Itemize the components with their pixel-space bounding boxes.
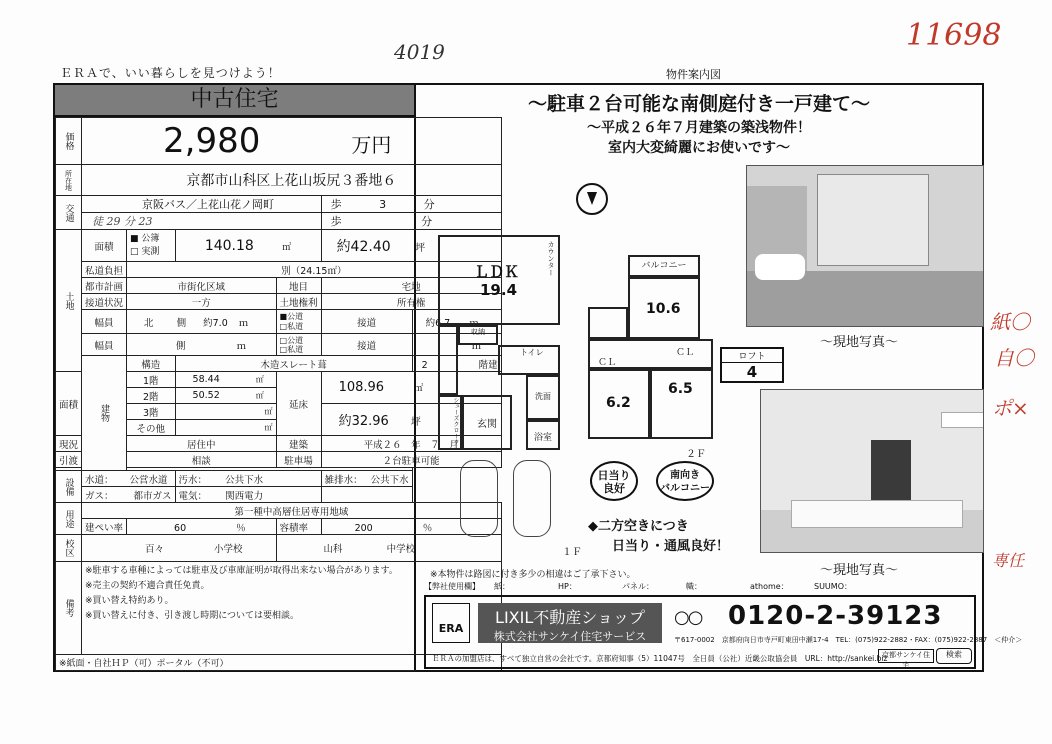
era-logo: [432, 603, 470, 643]
footer-note: ※紙面・自社ＨＰ（可）ポータル（不可）: [56, 655, 502, 671]
walk-label: 歩: [330, 198, 342, 211]
sunlight-badge: 日当り 良好: [590, 461, 638, 501]
walk-unit: 分: [423, 198, 435, 211]
toilet-label: トイレ: [520, 348, 544, 357]
company-brand-bar: [478, 603, 662, 643]
tsubo-unit: 坪: [415, 242, 426, 254]
other-label: その他: [127, 420, 176, 436]
floor-area-label: 面積: [56, 372, 82, 436]
walk-minutes: 3: [379, 198, 387, 211]
f1-area: 58.44: [192, 374, 220, 385]
usage-item: 紙：: [494, 582, 510, 591]
contact: 一方: [127, 294, 277, 310]
handwritten-note: 自〇: [994, 346, 1034, 370]
handover: 相談: [127, 452, 277, 468]
era-logo-text: ERA: [438, 622, 464, 635]
misc-drain: 公共下水: [370, 474, 409, 486]
built-label: 建築: [276, 436, 321, 452]
counter-label: カウンター: [547, 241, 555, 276]
floor-plan-2f: [588, 255, 713, 445]
search-box-text: 京都サンケイ住宅: [881, 651, 931, 669]
land-type-label: 地目: [276, 278, 321, 294]
room-6-2: [588, 369, 650, 439]
remark-item: ※売主の契約不適合責任免責。: [85, 581, 210, 591]
parking-label: 駐車場: [276, 452, 321, 468]
building-label: 建物: [82, 356, 127, 471]
ldk-room: [438, 235, 560, 325]
other-unit: ㎡: [264, 423, 273, 432]
floor-label-2f: ２Ｆ: [686, 449, 706, 460]
actual-option: □ 実測: [130, 246, 160, 257]
subheadline-2: 室内大変綺麗にお使いです～: [608, 140, 790, 156]
ldk-size: 19.4: [480, 281, 518, 299]
junior-high-suffix: 中学校: [386, 544, 416, 555]
handover-label: 引渡: [56, 452, 82, 468]
land-tsubo: 約42.40: [336, 238, 391, 255]
usage-label: 【弊社使用欄】: [424, 582, 480, 591]
storage-label: 収納: [471, 328, 485, 336]
map-label: 物件案内図: [666, 68, 721, 81]
exterior-photo: [746, 165, 984, 327]
slogan: ＥＲＡで、いい暮らしを見つけよう！: [60, 66, 281, 80]
f2-label: 2階: [127, 388, 176, 404]
floors: 2: [421, 359, 428, 371]
loft-label: ロフト: [722, 349, 782, 363]
junior-high-school: 山科: [323, 544, 343, 555]
photo-caption-1: ～現地写真～: [820, 335, 899, 350]
ldk-label: ＬＤＫ: [474, 263, 520, 281]
company-name: 株式会社サンケイ住宅サービス: [493, 630, 647, 643]
car-icon: [513, 460, 551, 537]
compass-icon: [576, 183, 608, 215]
license-line: ＥＲＡの加盟店は、すべて独立自営の会社です。京都府知事（5）11047号 全日員（公社）近畿公取協会員 URL：http://sankei.biz: [432, 654, 888, 663]
total-label: 延床: [276, 372, 321, 436]
walk-unit-2: 分: [421, 215, 433, 228]
private-road-option-2: □私道: [279, 344, 304, 354]
usage-row: [424, 581, 976, 593]
price-label: 価格: [56, 118, 82, 165]
public-book-option: ■ 公簿: [130, 233, 160, 244]
walk-label-2: 歩: [330, 215, 342, 228]
room-size-6-5: 6.5: [668, 381, 693, 397]
built: 平成２６ 年 ７ 月: [321, 436, 501, 452]
closet-room: [438, 395, 462, 450]
address-label: 所在地: [56, 165, 82, 196]
total-area: 108.96: [338, 380, 385, 395]
f1-label: 1階: [127, 372, 176, 388]
room-6-5: [650, 369, 713, 439]
handwritten-note: 紙〇: [990, 310, 1030, 334]
usage-item: SUUMO：: [814, 582, 852, 591]
car-icon: [460, 460, 498, 537]
floor-plan-1f: [438, 235, 573, 537]
entrance-room: [462, 395, 512, 450]
balcony-label: バルコニー: [641, 261, 687, 271]
remark-item: ※買い替え特約あり。: [85, 596, 174, 606]
city-plan-label: 都市計画: [82, 278, 127, 294]
room-size-6-2: 6.2: [606, 395, 631, 411]
closet-label: シューズクローク: [452, 397, 459, 445]
phone-number: 0120-2-39123: [728, 601, 943, 631]
misc-drain-label: 雑排水：: [324, 474, 363, 486]
usage-item: athome：: [750, 582, 789, 591]
status: 居住中: [127, 436, 277, 452]
frontage-unit-2: ｍ: [471, 340, 482, 352]
remarks-label: 備考: [56, 562, 82, 655]
room-size-10-6: 10.6: [646, 301, 681, 317]
washroom: [526, 375, 560, 420]
f1-unit: ㎡: [255, 375, 264, 384]
use-label: 用途: [56, 503, 82, 535]
facility-label: 設備: [56, 471, 82, 503]
search-box[interactable]: [878, 649, 934, 669]
public-road-option-2: □公道: [279, 335, 304, 345]
traffic-label: 交通: [56, 196, 82, 230]
closet-label-2f: ＣＬ: [598, 358, 617, 368]
width-side-2: 側: [176, 340, 186, 352]
public-road-option: ■公道: [279, 311, 304, 321]
interior-photo: [760, 389, 984, 553]
price-value: 2,980: [163, 121, 261, 161]
private-road-label: 私道負担: [82, 262, 127, 278]
feature-2: 日当り・通風良好！: [612, 539, 730, 554]
far: 200: [354, 522, 373, 534]
elementary-suffix: 小学校: [214, 544, 243, 555]
headline: ～駐車２台可能な南側庭付き一戸建て～: [527, 93, 870, 115]
handwritten-note: ポ×: [992, 396, 1029, 420]
sewage: 公共下水: [225, 474, 264, 486]
stair-2f: [588, 307, 628, 339]
far-label: 容積率: [276, 519, 321, 535]
handwritten-top: 4019: [394, 40, 445, 64]
gas: 都市ガス: [133, 490, 172, 502]
land-type: 宅地: [321, 278, 501, 294]
usage-item: HP：: [558, 582, 577, 591]
floors-unit: 階建: [478, 359, 498, 371]
address: 京都市山科区上花山坂尻３番地６: [82, 165, 502, 196]
usage-item: パネル：: [622, 582, 654, 591]
elementary-school: 百々: [145, 544, 165, 555]
entrance-label: 玄関: [477, 419, 497, 430]
zoning: 第一種中高層住居専用地域: [82, 503, 502, 519]
width-value: 約7.0: [203, 317, 228, 329]
rights: 所有権: [321, 294, 501, 310]
remark-item: ※買い替えに付き、引き渡し時期については要相談。: [85, 611, 300, 621]
land-area: 140.18: [204, 237, 254, 254]
frontage-value: 約6.7: [425, 317, 451, 329]
closet-label-2f: ＣＬ: [676, 348, 695, 358]
photo-caption-2: ～現地写真～: [820, 563, 899, 578]
width-label-2: 幅員: [82, 334, 127, 356]
structure: 木造スレート葺: [175, 356, 412, 372]
school-label: 校区: [56, 535, 82, 562]
usage-item: 幟：: [686, 582, 702, 591]
search-button-label: 検索: [946, 650, 962, 659]
loft-box: [720, 347, 784, 383]
city-plan: 市街化区域: [127, 278, 277, 294]
water-label: 水道：: [85, 474, 114, 486]
company-brand: LIXIL不動産ショップ: [495, 608, 645, 627]
sewage-label: 汚水：: [178, 474, 208, 486]
washroom-label: 洗面: [535, 392, 551, 401]
storage-room: [458, 325, 498, 345]
company-address: 〒617-0002 京都府向日市寺戸町東田中瀬17-4 TEL：(075)922-2882・FAX：(075)922-2887 ＜仲介＞: [674, 636, 1023, 644]
parking: ２台駐車可能: [321, 452, 501, 468]
private-road: 別（24.15㎡）: [127, 262, 502, 278]
f2-area: 50.52: [192, 390, 220, 401]
f3-label: 3階: [127, 404, 176, 420]
hallway: [588, 339, 713, 369]
gas-label: ガス：: [85, 490, 114, 502]
structure-label: 構造: [127, 356, 176, 372]
width-label: 幅員: [82, 310, 127, 334]
disclaimer-note: ※本物件は路図に付き多少の相違はご了承下さい。: [430, 570, 636, 580]
room-10-6: [628, 277, 700, 339]
balcony: [628, 255, 700, 277]
price-unit: 万円: [351, 133, 392, 157]
search-button[interactable]: [936, 648, 972, 664]
f2-unit: ㎡: [255, 391, 264, 400]
contact-label: 接道状況: [82, 294, 127, 310]
traffic-route: 京阪バス／上花山花ノ岡町: [82, 196, 322, 213]
total-tsubo-unit: 坪: [410, 417, 421, 428]
bath-label: 浴室: [533, 433, 552, 443]
coverage-label: 建ぺい率: [82, 519, 127, 535]
feature-1: ◆二方空きにつき: [588, 519, 689, 534]
company-block: [424, 595, 1023, 669]
subheadline-1: ～平成２６年７月建築の築浅物件！: [587, 120, 811, 136]
frontage-unit: ｍ: [469, 317, 479, 329]
rights-label: 土地権利: [276, 294, 321, 310]
coverage: 60: [174, 522, 187, 534]
handwritten-note: 専任: [992, 551, 1025, 570]
width-unit: ｍ: [238, 317, 249, 329]
traffic-handwritten: 徒 29 分 23: [82, 213, 322, 230]
width-direction: 北: [144, 317, 154, 329]
property-type-banner: 中古住宅: [55, 85, 414, 117]
water: 公営水道: [129, 474, 168, 486]
land-area-unit: ㎡: [282, 242, 292, 253]
handwritten-number: 11698: [906, 18, 1002, 53]
remark-item: ※駐車する車種によっては駐車及び車庫証明が取得出来ない場合があります。: [85, 566, 398, 576]
floor-label-1f: １Ｆ: [562, 547, 582, 558]
land-label: 土地: [56, 230, 82, 372]
stair: [438, 325, 458, 395]
free-dial-icon: ○○: [674, 607, 702, 628]
loft-size: 4: [746, 363, 758, 381]
width-unit-2: ｍ: [236, 340, 247, 352]
coverage-unit: ％: [236, 522, 246, 534]
south-balcony-badge: 南向き バルコニー: [656, 461, 714, 501]
f3-unit: ㎡: [264, 407, 273, 416]
electric-label: 電気：: [178, 490, 208, 502]
bath-room: [526, 420, 560, 450]
total-unit: ㎡: [414, 384, 424, 394]
frontage-label-2: 接道: [321, 334, 412, 356]
total-tsubo: 約32.96: [338, 414, 389, 429]
private-road-option: □私道: [279, 321, 304, 331]
far-unit: ％: [422, 522, 433, 534]
area-label: 面積: [82, 230, 127, 262]
frontage-label: 接道: [321, 310, 412, 334]
status-label: 現況: [56, 436, 82, 452]
width-side: 側: [176, 317, 187, 329]
electric: 関西電力: [225, 490, 264, 502]
toilet-room: [498, 345, 560, 375]
